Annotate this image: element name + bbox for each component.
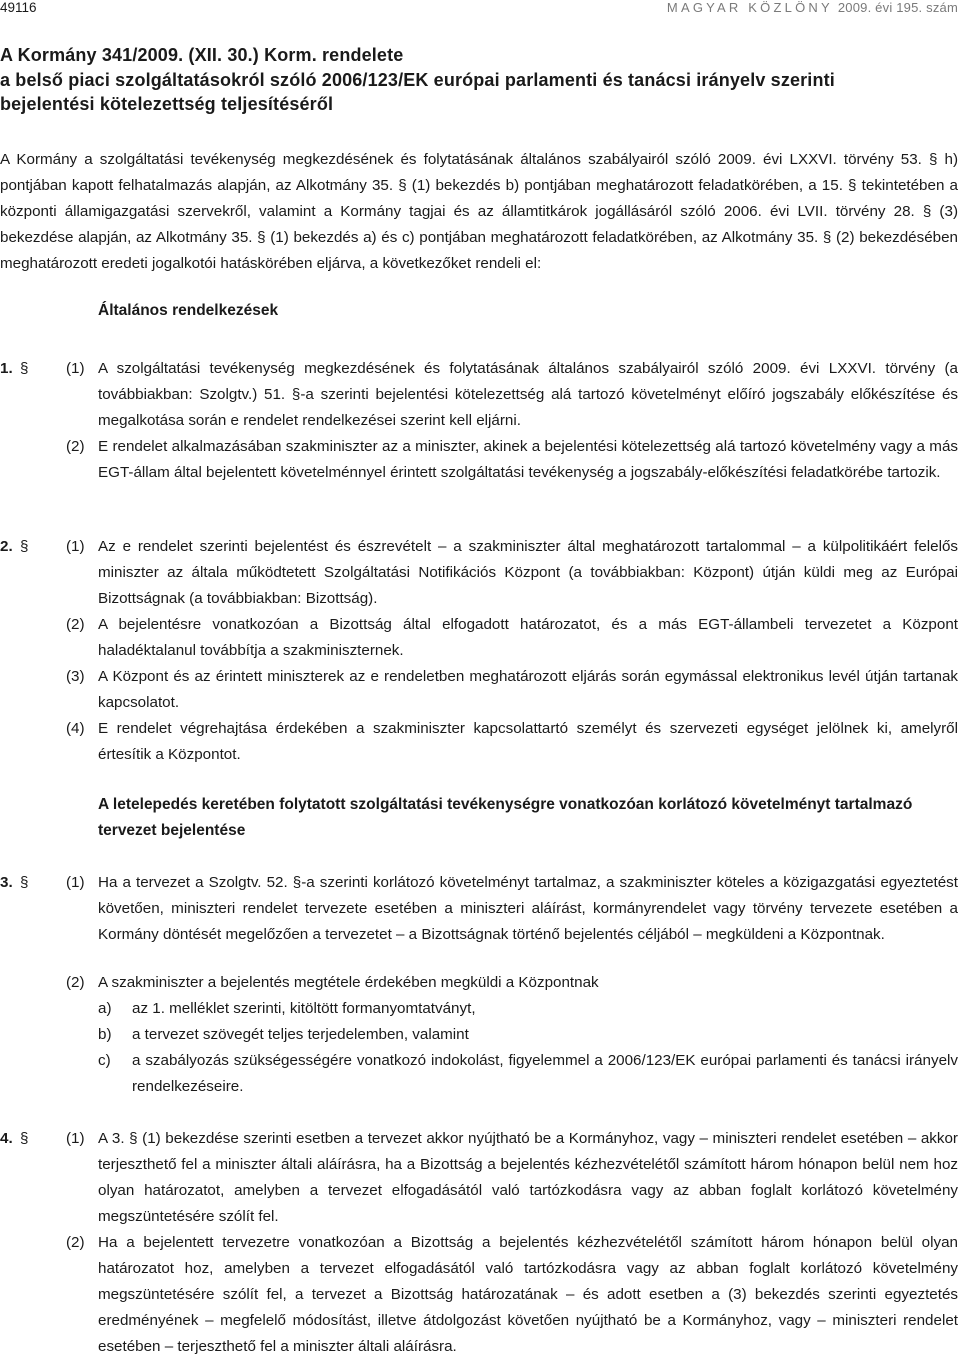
preamble: A Kormány a szolgáltatási tevékenység megkezdésének és folytatásának általános szabályairól szóló 2009. évi LXXVI. törvény 53. § h) pontjában kapott felhatalmazás alapján, az Alkotmány 35. § (1) bekezdés b) pontjában meghatározott feladatkörében, a 15. § tekintetében a központi államigazgatási szervekről, valamint a Kormány tagjai és az államtitkárok jogállásáról szóló 2006. évi LVII. törvény 28. § (3) bekezdése alapján, az Alkotmány 35. § (1) bekezdés a) és c) pontjában meghatározott feladatkörében, az Alkotmány 35. § (2) bekezdésében meghatározott eredeti jogalkotói hatáskörében eljárva, a következőket rendeli el: <box>0 151 958 272</box>
paragraph-number: (2) <box>66 438 85 455</box>
list-item-letter: b) <box>98 1026 112 1043</box>
title-line: A Kormány 341/2009. (XII. 30.) Korm. rendelete <box>0 45 404 65</box>
paragraph-number: (1) <box>66 538 85 555</box>
paragraph-number: (2) <box>66 1234 85 1251</box>
title-line: bejelentési kötelezettség teljesítéséről <box>0 94 334 114</box>
paragraph-text: A 3. § (1) bekezdése szerinti esetben a tervezet akkor nyújtható be a Kormányhoz, vagy – miniszteri rendelet esetében – akkor terjeszthető fel a miniszter általi aláírásra, ha a Bizottság a bejelentés kézhezvételétől számított három hónapon belül nem hoz olyan határozatot, amelyben a tervezet elfogadásától való tartózkodásra vagy az abban foglalt korlátozó követelmény megszüntetésére szólít fel. <box>98 1130 958 1225</box>
page-number: 49116 <box>0 0 37 15</box>
list-item-letter: c) <box>98 1052 111 1069</box>
list-item-text: a tervezet szövegét teljes terjedelemben, valamint <box>132 1026 469 1043</box>
paragraph-text: A szolgáltatási tevékenység megkezdésének és folytatásának általános szabályairól szóló 2009. évi LXXVI. törvény (a továbbiakban: Szolgtv.) 51. §-a szerinti bejelentési kötelezettség alá tartozó követelményt előíró jogszabály előkészítése és megalkotása során e rendelet rendelkezései szerint kell eljárni. <box>98 360 958 429</box>
section-heading-general: Általános rendelkezések <box>98 302 279 319</box>
paragraph-text: Az e rendelet szerinti bejelentést és észrevételt – a szakminiszter által meghatározott tartalommal – a külpolitikáért felelős miniszter az általa működtetett Szolgáltatási Notifikációs Központ (a továbbiakban: Központ) útján küldi meg az Európai Bizottságnak (a továbbiakban: Bizottság). <box>98 538 958 607</box>
paragraph-text: Ha a bejelentett tervezetre vonatkozóan a Bizottság a bejelentés kézhezvételétől számított három hónapon belül olyan határozatot hoz, amelyben a tervezet elfogadásától való tartózkodásra vagy az abban foglalt korlátozó követelmény megszüntetésére szólít fel, a tervezet a Bizottság határozatának – és adott esetben a (3) bekezdés szerinti egyeztetés eredményének – megfelelő módosítást, illetve átdolgozást követően nyújtható be a Kormányhoz, vagy – miniszteri rendelet esetében – terjeszthető fel a miniszter általi aláírásra. <box>98 1234 958 1355</box>
title-line: a belső piaci szolgáltatásokról szóló 2006/123/EK európai parlamenti és tanácsi irányelv szerinti <box>0 69 835 90</box>
document-title <box>0 43 940 117</box>
issue-number: 2009. évi 195. szám <box>837 0 958 15</box>
section-mark: § <box>20 1130 29 1147</box>
paragraph-number: (4) <box>66 720 85 737</box>
paragraph-number: (1) <box>66 874 85 891</box>
list-item-letter: a) <box>98 1000 112 1017</box>
section-number: 4. <box>0 1130 13 1147</box>
section-number: 1. <box>0 360 13 377</box>
paragraph-number: (1) <box>66 1130 85 1147</box>
paragraph-number: (3) <box>66 668 85 685</box>
paragraph-text: A szakminiszter a bejelentés megtétele érdekében megküldi a Központnak <box>98 974 599 991</box>
list-item-text: a szabályozás szükségességére vonatkozó indokolást, figyelemmel a 2006/123/EK európai parlamenti és tanácsi irányelv rendelkezéseire. <box>132 1052 958 1095</box>
journal-name: MAGYAR KÖZLÖNY <box>666 0 833 15</box>
section-number: 2. <box>0 538 13 555</box>
section-heading-restrictive: A letelepedés keretében folytatott szolgáltatási tevékenységre vonatkozóan korlátozó követelményt tartalmazó tervezet bejelentése <box>98 796 913 839</box>
section-mark: § <box>20 538 29 555</box>
paragraph-text: A bejelentésre vonatkozóan a Bizottság által elfogadott határozatot, és a más EGT-állambeli tervezetet a Központ haladéktalanul továbbítja a szakminiszternek. <box>98 616 958 659</box>
journal-info <box>667 0 958 16</box>
section-mark: § <box>20 874 29 891</box>
paragraph-number: (1) <box>66 360 85 377</box>
paragraph-text: Ha a tervezet a Szolgtv. 52. §-a szerinti korlátozó követelményt tartalmaz, a szakminiszter köteles a közigazgatási egyeztetést követően, miniszteri rendelet tervezete esetében a miniszteri aláírást, kormányrendelet vagy törvény tervezete esetében a Kormány döntését megelőzően a tervezetet – a Bizottságnak történő bejelentés céljából – megküldeni a Központnak. <box>98 874 958 943</box>
list-item-text: az 1. melléklet szerinti, kitöltött formanyomtatványt, <box>132 1000 476 1017</box>
section-mark: § <box>20 360 29 377</box>
paragraph-number: (2) <box>66 974 85 991</box>
paragraph-text: A Központ és az érintett miniszterek az e rendeletben meghatározott eljárás során egymással elektronikus levél útján tartanak kapcsolatot. <box>98 668 958 711</box>
section-number: 3. <box>0 874 13 891</box>
paragraph-number: (2) <box>66 616 85 633</box>
paragraph-text: E rendelet végrehajtása érdekében a szakminiszter kapcsolattartó személyt és szervezeti egységet jelölnek ki, amelyről értesítik a Központot. <box>98 720 958 763</box>
paragraph-text: E rendelet alkalmazásában szakminiszter az a miniszter, akinek a bejelentési kötelezettség alá tartozó követelmény vagy a más EGT-állam által bejelentett követelménnyel érintett szolgáltatási tevékenység a jogszabály-előkészítési feladatkörébe tartozik. <box>98 438 958 481</box>
page-header <box>0 0 958 20</box>
